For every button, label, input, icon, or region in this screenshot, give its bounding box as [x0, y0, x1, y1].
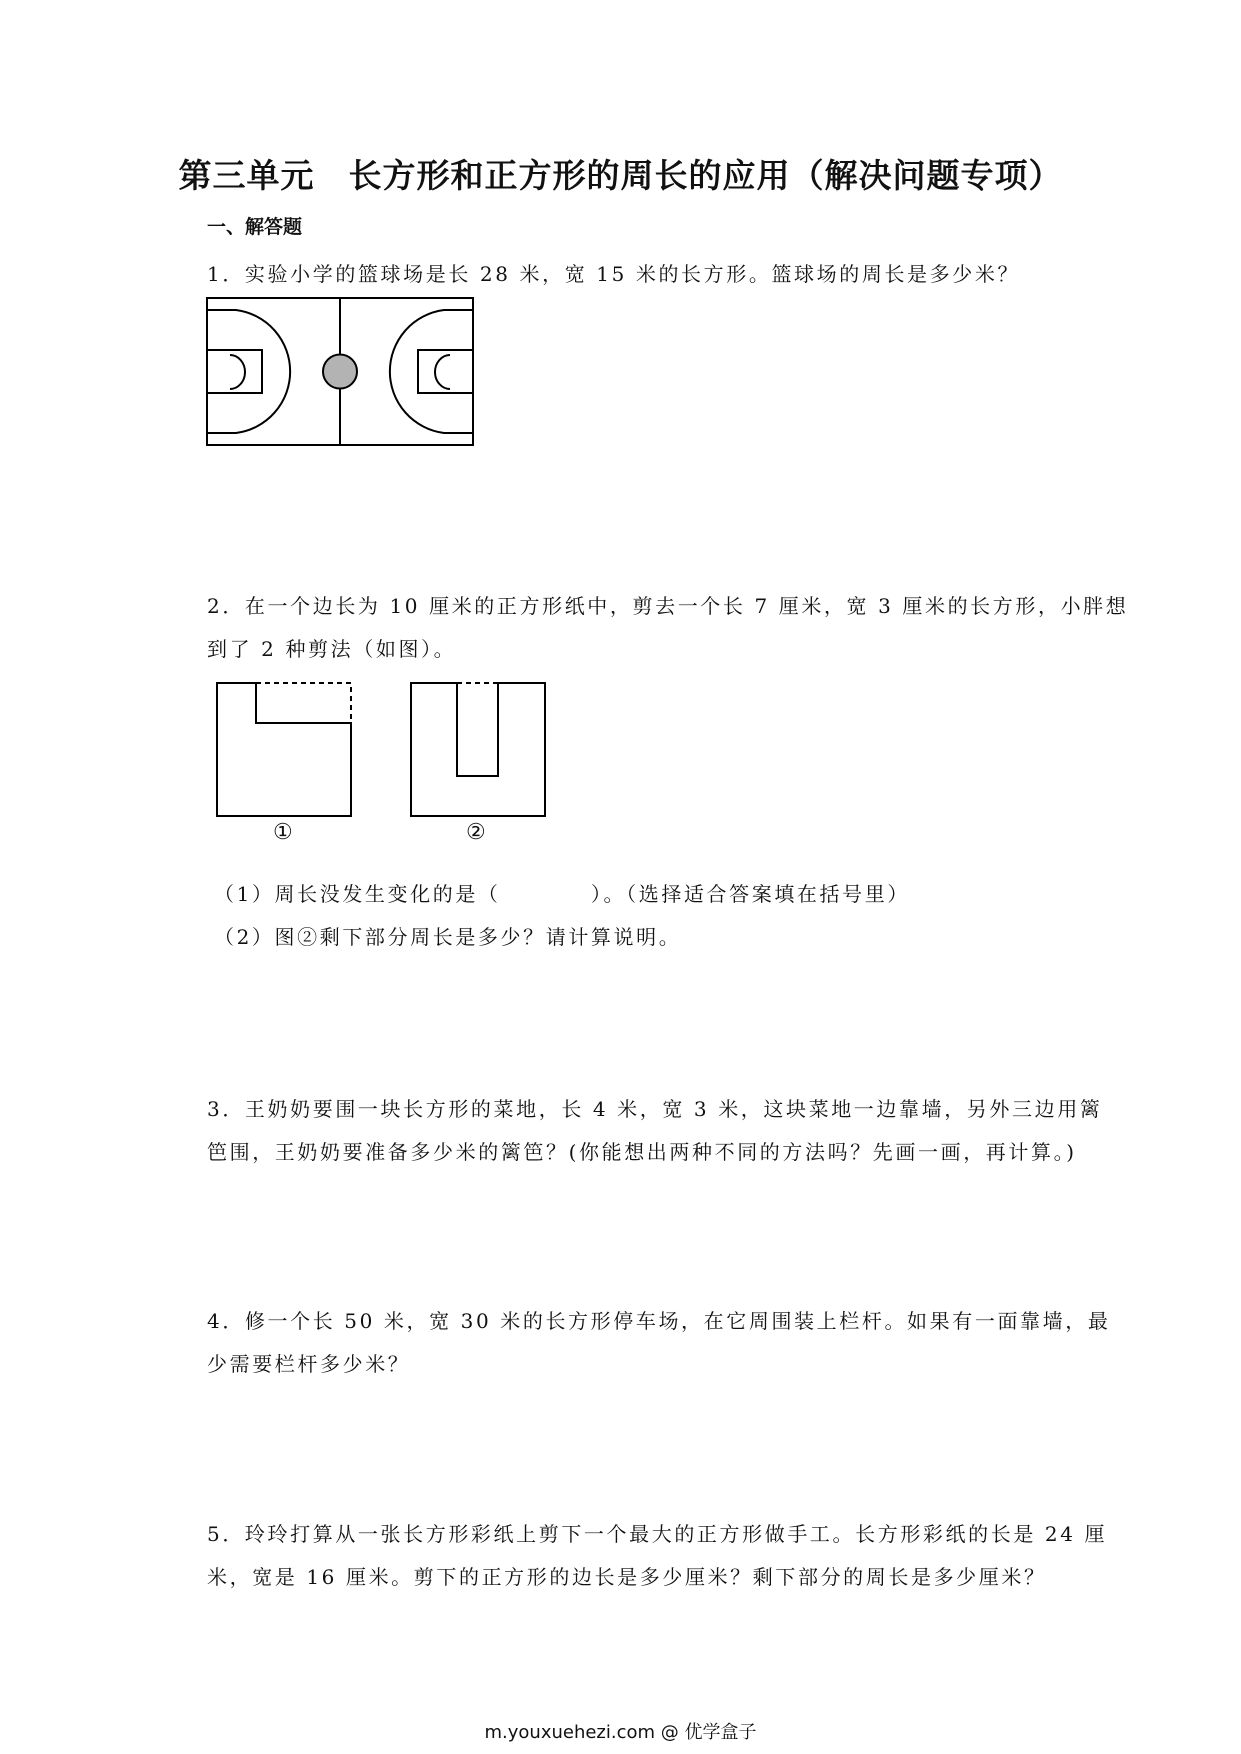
court-left-basket-arc	[230, 355, 245, 389]
cut-figure-1-removed-edge	[256, 683, 351, 723]
question-2-line-1: 2．在一个边长为 10 厘米的正方形纸中，剪去一个长 7 厘米，宽 3 厘米的长方形，小胖想	[207, 594, 1129, 618]
question-3-line-2: 笆围，王奶奶要准备多少米的篱笆？(你能想出两种不同的方法吗？先画一画，再计算。)	[207, 1140, 1077, 1164]
question-4-line-1: 4．修一个长 50 米，宽 30 米的长方形停车场，在它周围装上栏杆。如果有一面靠墙，最	[207, 1309, 1111, 1333]
question-4-line-2: 少需要栏杆多少米？	[207, 1352, 411, 1376]
cut-figure-1	[216, 682, 352, 817]
cut-figure-2	[410, 682, 546, 817]
court-right-basket-arc	[435, 355, 450, 389]
question-3-line-1: 3．王奶奶要围一块长方形的菜地，长 4 米，宽 3 米，这块菜地一边靠墙，另外三边用篱	[207, 1097, 1103, 1121]
court-center-circle	[323, 355, 357, 389]
figure-2-label: ②	[466, 820, 486, 845]
cut-figure-1-outline	[217, 683, 351, 816]
question-2-sub-1: （1）周长没发生变化的是（ ）。（选择适合答案填在括号里）	[214, 882, 910, 906]
cut-figure-2-outline	[411, 683, 545, 816]
page-title: 第三单元 长方形和正方形的周长的应用（解决问题专项）	[178, 156, 1063, 195]
question-2-sub-2: （2）图②剩下部分周长是多少？请计算说明。	[214, 925, 682, 949]
court-right-three-point-arc	[390, 310, 473, 433]
question-1-text: 1．实验小学的篮球场是长 28 米，宽 15 米的长方形。篮球场的周长是多少米？	[207, 262, 1021, 286]
section-heading: 一、解答题	[207, 216, 303, 238]
question-2-line-2: 到了 2 种剪法（如图）。	[207, 637, 457, 661]
basketball-court-figure	[206, 297, 474, 446]
court-left-three-point-arc	[207, 310, 290, 433]
question-5-line-1: 5．玲玲打算从一张长方形彩纸上剪下一个最大的正方形做手工。长方形彩纸的长是 24 厘	[207, 1522, 1108, 1546]
question-5-line-2: 米，宽是 16 厘米。剪下的正方形的边长是多少厘米？剩下部分的周长是多少厘米？	[207, 1565, 1047, 1589]
figure-1-label: ①	[273, 820, 293, 845]
footer-watermark: m.youxuehezi.com @ 优学盒子	[484, 1722, 757, 1743]
